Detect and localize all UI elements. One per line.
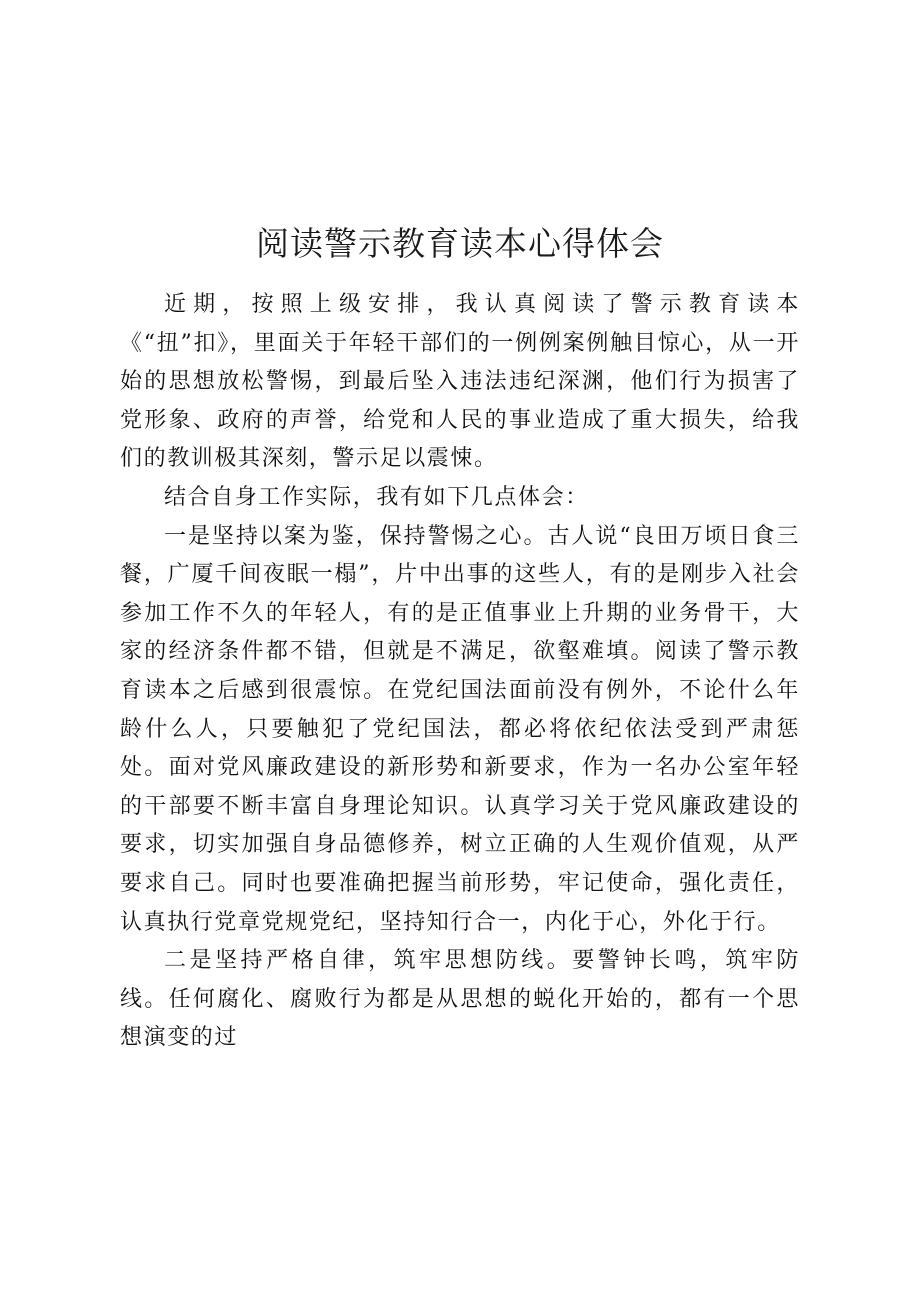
paragraph-point-one: 一是坚持以案为鉴，保持警惕之心。古人说“良田万顷日食三餐，广厦千间夜眠一榻”，片中出事的这些人，有的是刚步入社会参加工作不久的年轻人，有的是正值事业上升期的业务骨干，大家的经济条件都不错，但就是不满足，欲壑难填。阅读了警示教育读本之后感到很震惊。在党纪国法面前没有例外，不论什么年龄什么人，只要触犯了党纪国法，都必将依纪依法受到严肃惩处。面对党风廉政建设的新形势和新要求，作为一名办公室年轻的干部要不断丰富自身理论知识。认真学习关于党风廉政建设的要求，切实加强自身品德修养，树立正确的人生观价值观，从严要求自己。同时也要准确把握当前形势，牢记使命，强化责任，认真执行党章党规党纪，坚持知行合一，内化于心，外化于行。 (120, 523, 800, 935)
document-body (120, 286, 800, 1058)
paragraph-point-two: 二是坚持严格自律，筑牢思想防线。要警钟长鸣，筑牢防线。任何腐化、腐败行为都是从思想的蜕化开始的，都有一个思想演变的过 (120, 948, 800, 1051)
paragraph-summary: 结合自身工作实际，我有如下几点体会： (164, 484, 589, 510)
paragraph-intro: 近期，按照上级安排，我认真阅读了警示教育读本《“扭”扣》，里面关于年轻干部们的一例例案例触目惊心，从一开始的思想放松警惕，到最后坠入违法违纪深渊，他们行为损害了党形象、政府的声誉，给党和人民的事业造成了重大损失，给我们的教训极其深刻，警示足以震悚。 (120, 292, 800, 472)
document-title: 阅读警示教育读本心得体会 (256, 224, 664, 263)
